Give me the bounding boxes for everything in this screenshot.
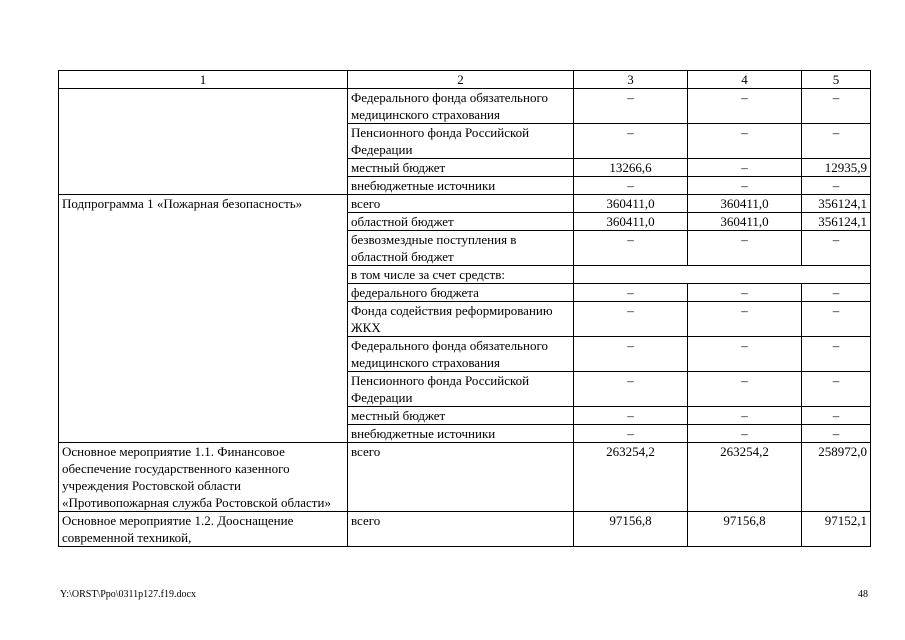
value-cell-4: 360411,0 (688, 213, 802, 231)
program-label-cell: Основное мероприятие 1.1. Финансовое обеспечение государственного казенного учреждения Ростовской области «Противопожарная служба Ростовской области» (59, 443, 348, 512)
merged-value-cell (574, 266, 871, 284)
value-cell-5: – (802, 337, 871, 372)
table-body (59, 89, 871, 547)
value-cell-5: – (802, 124, 871, 159)
header-row (59, 71, 871, 89)
header-col-4: 4 (688, 71, 802, 89)
value-cell-4: – (688, 124, 802, 159)
funding-source-cell: всего (348, 443, 574, 512)
funding-source-cell: Пенсионного фонда Российской Федерации (348, 372, 574, 407)
funding-source-cell: внебюджетные источники (348, 177, 574, 195)
program-label-cell (59, 89, 348, 195)
footer-file-path: Y:\ORST\Ppo\0311p127.f19.docx (60, 589, 196, 600)
value-cell-4: 263254,2 (688, 443, 802, 512)
value-cell-4: – (688, 337, 802, 372)
program-label-cell: Основное мероприятие 1.2. Дооснащение современной техникой, (59, 512, 348, 547)
value-cell-5: – (802, 372, 871, 407)
header-col-1: 1 (59, 71, 348, 89)
value-cell-3: – (574, 89, 688, 124)
value-cell-3: – (574, 337, 688, 372)
value-cell-3: – (574, 177, 688, 195)
value-cell-5: – (802, 89, 871, 124)
value-cell-5: 356124,1 (802, 195, 871, 213)
value-cell-4: 360411,0 (688, 195, 802, 213)
budget-table (58, 70, 871, 547)
value-cell-5: – (802, 302, 871, 337)
value-cell-3: – (574, 372, 688, 407)
funding-source-cell: всего (348, 512, 574, 547)
value-cell-5: – (802, 231, 871, 266)
value-cell-4: – (688, 284, 802, 302)
value-cell-3: – (574, 124, 688, 159)
funding-source-cell: местный бюджет (348, 159, 574, 177)
value-cell-5: 258972,0 (802, 443, 871, 512)
value-cell-4: – (688, 231, 802, 266)
table-row (59, 89, 871, 124)
funding-source-cell: Федерального фонда обязательного медицинского страхования (348, 337, 574, 372)
value-cell-3: 97156,8 (574, 512, 688, 547)
funding-source-cell: федерального бюджета (348, 284, 574, 302)
header-col-2: 2 (348, 71, 574, 89)
value-cell-4: – (688, 372, 802, 407)
value-cell-3: 263254,2 (574, 443, 688, 512)
value-cell-3: 360411,0 (574, 195, 688, 213)
value-cell-4: – (688, 177, 802, 195)
funding-source-cell: всего (348, 195, 574, 213)
funding-source-cell: Фонда содействия реформированию ЖКХ (348, 302, 574, 337)
funding-source-cell: безвозмездные поступления в областной бюджет (348, 231, 574, 266)
value-cell-3: – (574, 302, 688, 337)
value-cell-3: – (574, 407, 688, 425)
value-cell-5: – (802, 407, 871, 425)
funding-source-cell: в том числе за счет средств: (348, 266, 574, 284)
value-cell-4: – (688, 159, 802, 177)
value-cell-4: – (688, 407, 802, 425)
value-cell-3: 360411,0 (574, 213, 688, 231)
footer-page-number: 48 (858, 589, 868, 600)
funding-source-cell: Федерального фонда обязательного медицинского страхования (348, 89, 574, 124)
value-cell-5: – (802, 177, 871, 195)
value-cell-5: 12935,9 (802, 159, 871, 177)
value-cell-3: – (574, 231, 688, 266)
header-col-3: 3 (574, 71, 688, 89)
value-cell-5: 97152,1 (802, 512, 871, 547)
value-cell-5: – (802, 425, 871, 443)
value-cell-3: 13266,6 (574, 159, 688, 177)
funding-source-cell: Пенсионного фонда Российской Федерации (348, 124, 574, 159)
value-cell-5: – (802, 284, 871, 302)
value-cell-4: – (688, 302, 802, 337)
program-label-cell: Подпрограмма 1 «Пожарная безопасность» (59, 195, 348, 443)
table-row (59, 195, 871, 213)
value-cell-4: – (688, 425, 802, 443)
table-row (59, 443, 871, 512)
value-cell-5: 356124,1 (802, 213, 871, 231)
funding-source-cell: внебюджетные источники (348, 425, 574, 443)
value-cell-3: – (574, 425, 688, 443)
value-cell-3: – (574, 284, 688, 302)
value-cell-4: – (688, 89, 802, 124)
table-row (59, 512, 871, 547)
funding-source-cell: областной бюджет (348, 213, 574, 231)
header-col-5: 5 (802, 71, 871, 89)
value-cell-4: 97156,8 (688, 512, 802, 547)
funding-source-cell: местный бюджет (348, 407, 574, 425)
